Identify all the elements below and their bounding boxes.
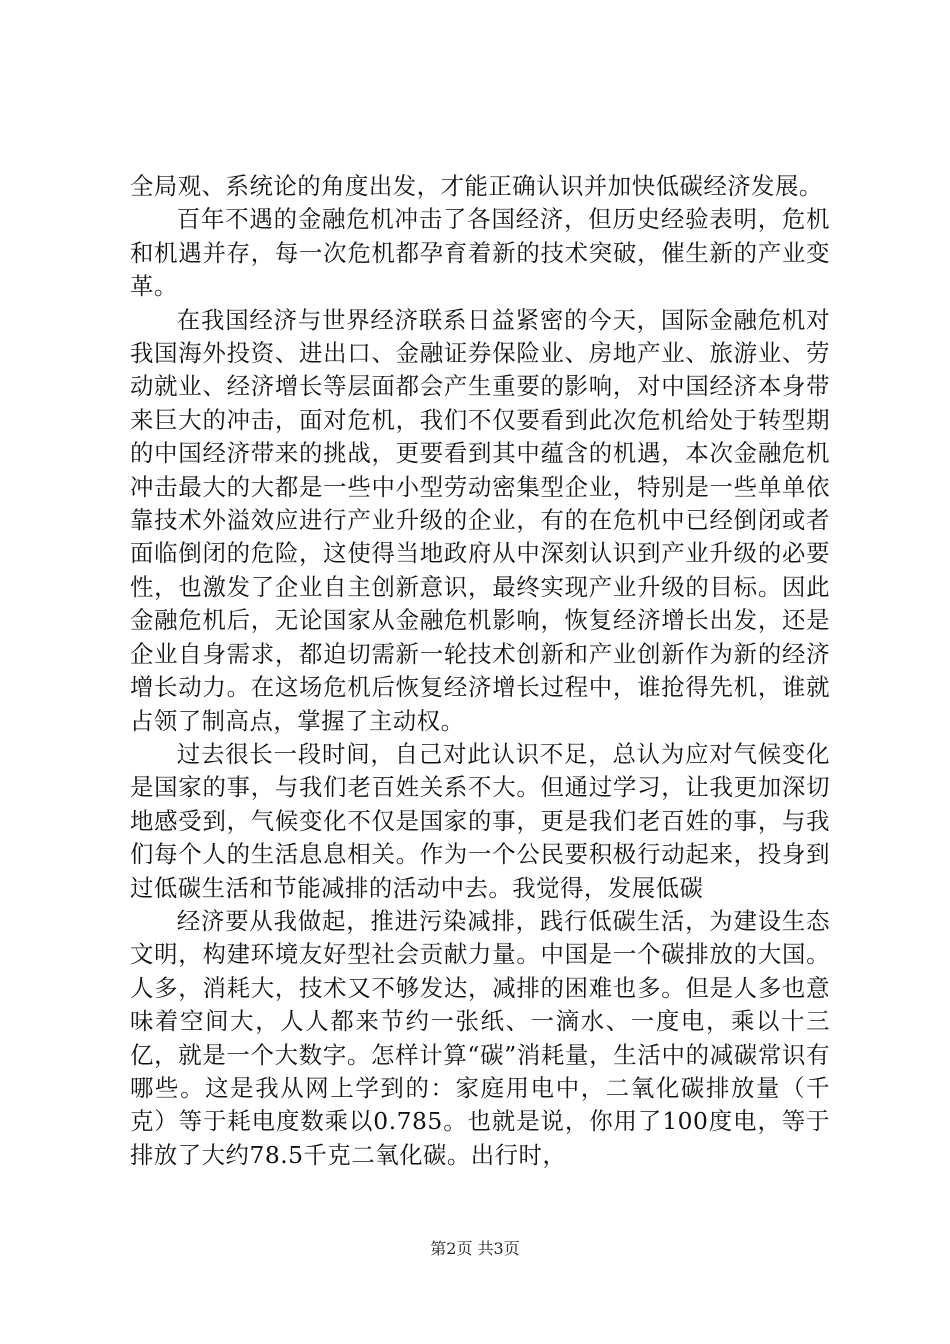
- paragraph-1: 全局观、系统论的角度出发，才能正确认识并加快低碳经济发展。: [130, 172, 823, 200]
- paragraph-5: 经济要从我做起，推进污染减排，践行低碳生活，为建设生态文明，构建环境友好型社会贡献力量。中国是一个碳排放的大国。人多，消耗大，技术又不够发达，减排的困难也多。但是人多也意味着空间大，人人都来节约一张纸、一滴水、一度电，乘以十三亿，就是一个大数字。怎样计算“碳”消耗量，生活中的减碳常识有哪些。这是我从网上学到的：家庭用电中，二氧化碳排放量（千克）等于耗电度数乘以0.785。也就是说，你用了100度电，等于排放了大约78.5千克二氧化碳。出行时，: [130, 906, 830, 1169]
- paragraph-2: 百年不遇的金融危机冲击了各国经济，但历史经验表明，危机和机遇并存，每一次危机都孕育着新的技术突破，催生新的产业变革。: [130, 205, 830, 301]
- paragraph-4: 过去很长一段时间，自己对此认识不足，总认为应对气候变化是国家的事，与我们老百姓关系不大。但通过学习，让我更加深切地感受到，气候变化不仅是国家的事，更是我们老百姓的事，与我们每个人的生活息息相关。作为一个公民要积极行动起来，投身到过低碳生活和节能减排的活动中去。我觉得，发展低碳: [130, 739, 830, 902]
- page-number-footer: 第2页 共3页: [430, 1239, 520, 1258]
- paragraph-3: 在我国经济与世界经济联系日益紧密的今天，国际金融危机对我国海外投资、进出口、金融证券保险业、房地产业、旅游业、劳动就业、经济增长等层面都会产生重要的影响，对中国经济本身带来巨大的冲击，面对危机，我们不仅要看到此次危机给处于转型期的中国经济带来的挑战，更要看到其中蕴含的机遇，本次金融危机冲击最大的大都是一些中小型劳动密集型企业，特别是一些单单依靠技术外溢效应进行产业升级的企业，有的在危机中已经倒闭或者面临倒闭的危险，这使得当地政府从中深刻认识到产业升级的必要性，也激发了企业自主创新意识，最终实现产业升级的目标。因此金融危机后，无论国家从金融危机影响，恢复经济增长出发，还是企业自身需求，都迫切需新一轮技术创新和产业创新作为新的经济增长动力。在这场危机后恢复经济增长过程中，谁抢得先机，谁就占领了制高点，掌握了主动权。: [130, 305, 830, 735]
- document-body: [130, 170, 830, 1172]
